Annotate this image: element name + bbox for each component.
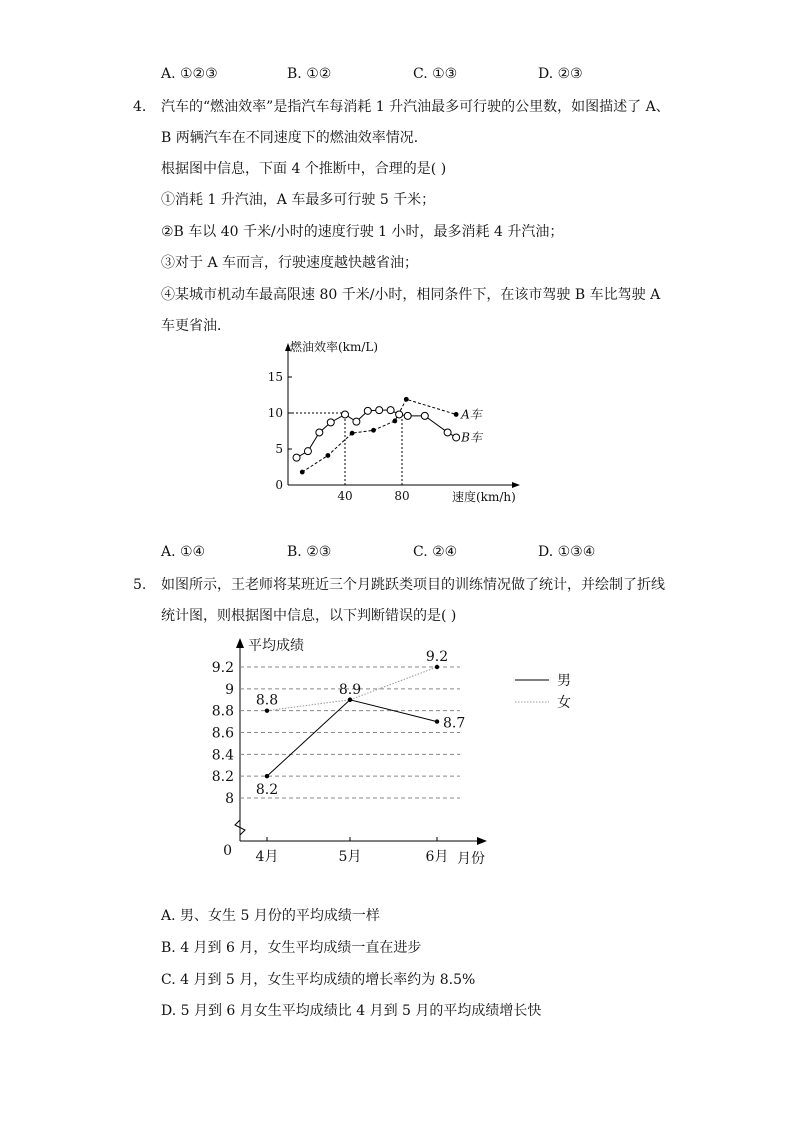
data-point	[293, 454, 300, 461]
x-axis-label: 速度(km/h)	[452, 490, 516, 504]
y-tick-label: 8.6	[211, 725, 234, 742]
q5-stem-line1: 如图所示，王老师将某班近三个月跳跃类项目的训练情况做了统计，并绘制了折线	[161, 577, 665, 593]
y-tick-label: 9.2	[211, 660, 234, 676]
data-point	[304, 448, 311, 455]
y-tick-label: 10	[267, 406, 283, 420]
data-label: 8.2	[255, 782, 279, 799]
q3-option-b: B. ①②	[287, 66, 332, 82]
q5-option-c: C. 4 月到 5 月，女生平均成绩的增长率约为 8.5%	[161, 972, 476, 988]
data-point	[392, 419, 397, 424]
x-tick-label: 80	[394, 489, 410, 503]
x-axis-label: 月份	[457, 851, 485, 867]
data-point	[404, 397, 409, 402]
q5-option-d: D. 5 月到 6 月女生平均成绩比 4 月到 5 月的平均成绩增长快	[161, 1003, 542, 1019]
q4-option-c: C. ②④	[413, 544, 458, 560]
legend-label: 女	[557, 695, 571, 711]
average-score-chart	[205, 630, 600, 870]
q4-option-d: D. ①③④	[538, 544, 596, 560]
q5-option-a: A. 男、女生 5 月份的平均成绩一样	[161, 908, 380, 924]
series-label: B车	[461, 430, 482, 445]
x-tick-label: 5月	[338, 849, 362, 865]
q5-stem-line2: 统计图，则根据图中信息，以下判断错误的是( )	[161, 608, 457, 624]
data-point	[348, 698, 352, 702]
axis-break	[235, 820, 245, 841]
series-line-male	[267, 700, 437, 776]
data-point	[454, 412, 459, 417]
origin-label: 0	[223, 843, 232, 859]
data-point	[353, 418, 360, 425]
data-point	[371, 428, 376, 433]
q3-option-c: C. ①③	[413, 66, 458, 82]
x-tick-label: 40	[337, 489, 353, 503]
x-tick-label: 6月	[425, 849, 449, 865]
x-tick-label: 4月	[255, 849, 279, 865]
data-label: 8.9	[338, 681, 362, 698]
data-point	[364, 407, 371, 414]
data-point	[421, 412, 428, 419]
data-point	[376, 407, 383, 414]
q4-statement-3: ③对于 A 车而言，行驶速度越快越省油；	[161, 255, 419, 271]
y-tick-label: 8.2	[211, 769, 234, 786]
q4-statement-2: ②B 车以 40 千米/小时的速度行驶 1 小时，最多消耗 4 升汽油；	[161, 224, 564, 240]
y-axis-label: 平均成绩	[248, 638, 304, 654]
data-point	[444, 429, 451, 436]
data-label: 8.7	[443, 715, 466, 732]
series-label: A车	[461, 407, 482, 422]
data-point	[265, 774, 269, 778]
q4-stem-line1: 汽车的“燃油效率”是指汽车每消耗 1 升汽油最多可行驶的公里数，如图描述了 A、	[161, 99, 670, 115]
y-axis-arrow	[236, 638, 244, 648]
x-axis-arrow	[512, 482, 520, 488]
y-tick-label: 5	[275, 442, 283, 456]
data-point	[316, 429, 323, 436]
data-point	[342, 411, 349, 418]
data-point	[435, 719, 439, 723]
y-tick-label: 8.4	[211, 747, 234, 764]
q4-statement-4-cont: 车更省油．	[161, 318, 231, 334]
y-tick-label: 15	[267, 370, 283, 384]
x-axis-arrow	[477, 837, 487, 845]
y-tick-label: 0	[275, 478, 283, 492]
data-point	[300, 470, 305, 475]
data-label: 9.2	[425, 649, 449, 665]
y-tick-label: 8.8	[211, 703, 234, 720]
data-point	[350, 431, 355, 436]
q4-option-a: A. ①④	[161, 544, 206, 560]
data-label: 8.8	[255, 692, 279, 709]
data-point	[327, 419, 334, 426]
q4-stem-line2: B 两辆汽车在不同速度下的燃油效率情况．	[161, 130, 428, 146]
q4-option-b: B. ②③	[287, 544, 332, 560]
data-point	[387, 407, 394, 414]
data-point	[435, 665, 439, 669]
q3-option-a: A. ①②③	[161, 66, 218, 82]
legend-label: 男	[557, 673, 571, 689]
q3-option-d: D. ②③	[538, 66, 583, 82]
data-point	[404, 412, 411, 419]
q4-statement-1: ①消耗 1 升汽油，A 车最多可行驶 5 千米；	[161, 192, 436, 208]
q4-prompt: 根据图中信息，下面 4 个推断中，合理的是( )	[161, 161, 447, 177]
data-point	[453, 434, 460, 441]
q4-statement-4: ④某城市机动车最高限速 80 千米/小时，相同条件下，在该市驾驶 B 车比驾驶 A	[161, 287, 661, 303]
data-point	[265, 708, 269, 712]
y-axis-label: 燃油效率(km/L)	[290, 340, 379, 354]
y-tick-label: 9	[225, 681, 234, 698]
data-point	[326, 453, 331, 458]
y-tick-label: 8	[225, 791, 234, 807]
q5-option-b: B. 4 月到 6 月，女生平均成绩一直在进步	[161, 940, 422, 956]
fuel-efficiency-chart	[260, 335, 540, 510]
data-point	[396, 411, 403, 418]
q4-number: 4.	[133, 99, 147, 115]
q5-number: 5.	[133, 577, 147, 593]
